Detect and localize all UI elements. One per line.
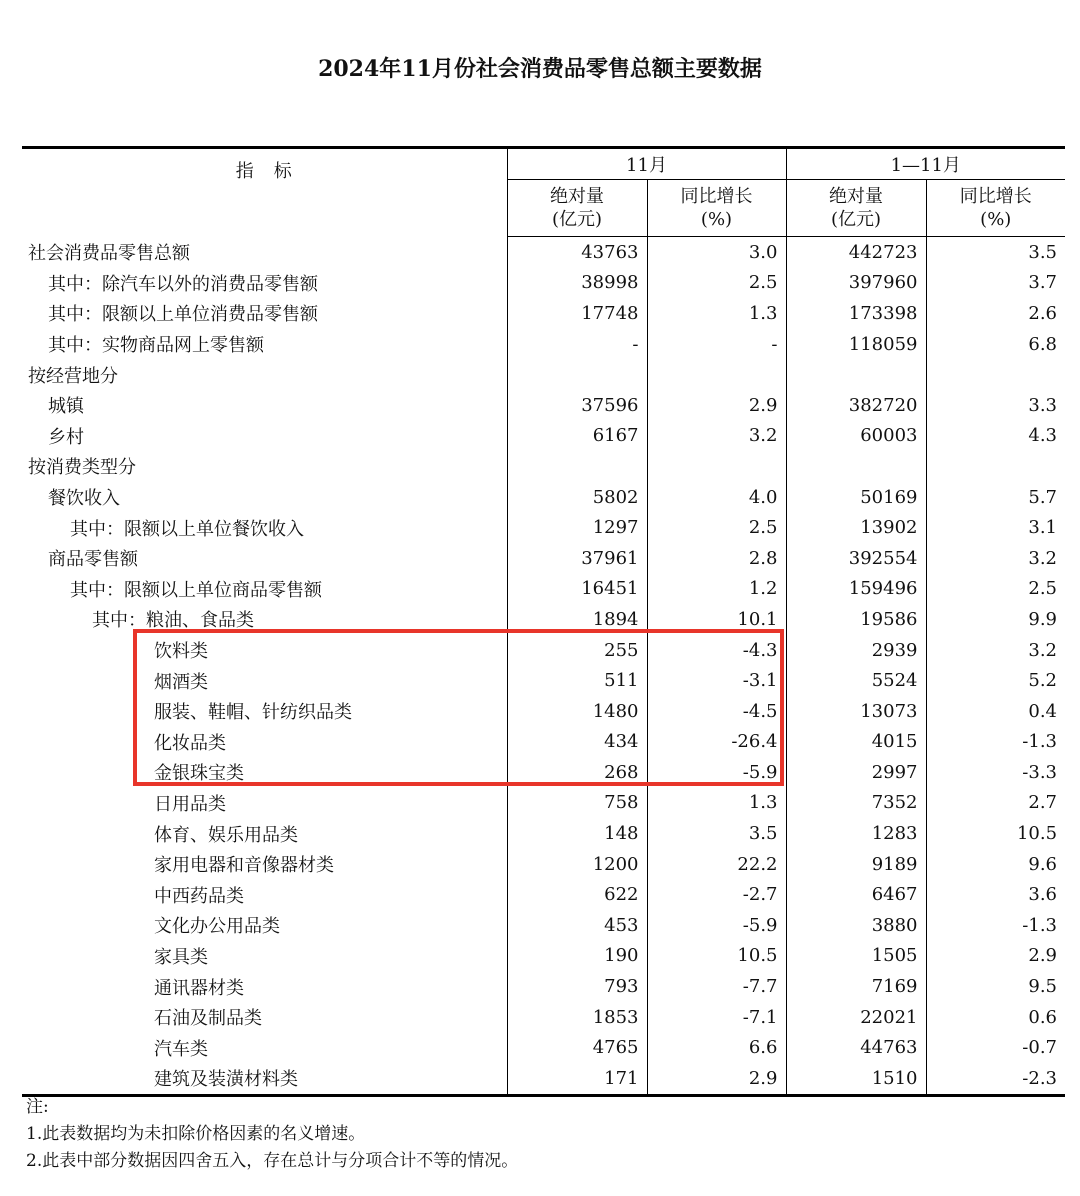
month-abs-cell: 148 <box>507 818 647 849</box>
header-indicator: 指 标 <box>22 148 507 237</box>
row-label: 其中：粮油、食品类 <box>92 610 254 632</box>
ytd-yoy-cell: 3.6 <box>926 879 1065 910</box>
data-table <box>22 146 1065 1097</box>
month-yoy-cell: -5.9 <box>647 757 786 788</box>
header-yoy-line2: (%) <box>700 209 733 230</box>
ytd-abs-cell: 173398 <box>786 298 926 329</box>
month-abs-cell: 1853 <box>507 1002 647 1033</box>
month-abs-cell: 4765 <box>507 1032 647 1063</box>
ytd-abs-cell: 3880 <box>786 910 926 941</box>
month-abs-cell: 37596 <box>507 390 647 421</box>
ytd-yoy-cell: 4.3 <box>926 421 1065 452</box>
header-month-abs <box>507 180 647 237</box>
ytd-yoy-cell: 2.9 <box>926 941 1065 972</box>
header-yoy-line2: (%) <box>980 209 1012 230</box>
ytd-yoy-cell: -1.3 <box>926 727 1065 758</box>
ytd-yoy-cell <box>926 451 1065 482</box>
month-abs-cell: 1297 <box>507 512 647 543</box>
row-label: 其中：实物商品网上零售额 <box>48 335 264 357</box>
row-label: 乡村 <box>48 426 84 448</box>
row-label: 日用品类 <box>154 793 226 815</box>
ytd-yoy-cell: 10.5 <box>926 818 1065 849</box>
row-label: 汽车类 <box>154 1038 208 1060</box>
note-heading: 注: <box>26 1097 49 1117</box>
row-label: 建筑及装潢材料类 <box>22 1063 507 1095</box>
header-yoy-line1: 同比增长 <box>959 186 1032 207</box>
header-abs-line2: (亿元) <box>551 209 603 230</box>
row-label: 饮料类 <box>154 641 208 663</box>
month-abs-cell: 622 <box>507 879 647 910</box>
ytd-yoy-cell: 5.7 <box>926 482 1065 513</box>
month-yoy-cell: 2.9 <box>647 1063 786 1095</box>
ytd-abs-cell: 118059 <box>786 329 926 360</box>
month-yoy-cell: -26.4 <box>647 727 786 758</box>
row-label: 其中：除汽车以外的消费品零售额 <box>48 273 318 295</box>
header-abs-line1: 绝对量 <box>829 186 883 207</box>
month-abs-cell: 793 <box>507 971 647 1002</box>
month-abs-cell: 1894 <box>507 604 647 635</box>
row-label: 文化办公用品类 <box>154 916 280 938</box>
month-abs-cell: 1480 <box>507 696 647 727</box>
header-abs-line2: (亿元) <box>830 209 882 230</box>
month-yoy-cell: 10.5 <box>647 941 786 972</box>
month-abs-cell: 758 <box>507 788 647 819</box>
row-label: 烟酒类 <box>154 671 208 693</box>
month-abs-cell: 6167 <box>507 421 647 452</box>
header-group-month: 11月 <box>507 148 786 180</box>
table-row <box>22 879 1065 910</box>
row-label: 按消费类型分 <box>28 457 136 479</box>
row-label: 社会消费品零售总额 <box>28 243 190 265</box>
row-label: 其中：限额以上单位商品零售额 <box>70 579 322 601</box>
ytd-abs-cell: 7169 <box>786 971 926 1002</box>
row-label: 化妆品类 <box>154 732 226 754</box>
ytd-yoy-cell <box>926 359 1065 390</box>
month-yoy-cell: -2.7 <box>647 879 786 910</box>
month-abs-cell: 17748 <box>507 298 647 329</box>
ytd-abs-cell: 382720 <box>786 390 926 421</box>
table-row <box>22 421 1065 452</box>
row-label: 金银珠宝类 <box>154 763 244 785</box>
ytd-abs-cell: 392554 <box>786 543 926 574</box>
month-abs-cell: 190 <box>507 941 647 972</box>
ytd-abs-cell: 13073 <box>786 696 926 727</box>
table-row <box>22 727 1065 758</box>
month-abs-cell <box>507 451 647 482</box>
month-yoy-cell: -7.1 <box>647 1002 786 1033</box>
month-abs-cell: 268 <box>507 757 647 788</box>
month-yoy-cell: -7.7 <box>647 971 786 1002</box>
table-header <box>22 148 1065 237</box>
row-label: 其中：限额以上单位消费品零售额 <box>48 304 318 326</box>
ytd-abs-cell: 50169 <box>786 482 926 513</box>
month-yoy-cell: 4.0 <box>647 482 786 513</box>
month-yoy-cell <box>647 359 786 390</box>
month-abs-cell: 5802 <box>507 482 647 513</box>
ytd-abs-cell: 397960 <box>786 268 926 299</box>
ytd-yoy-cell: 9.5 <box>926 971 1065 1002</box>
table-row <box>22 665 1065 696</box>
header-group-ytd: 1—11月 <box>786 148 1065 180</box>
month-abs-cell: 1200 <box>507 849 647 880</box>
month-abs-cell: 171 <box>507 1063 647 1095</box>
table-row <box>22 788 1065 819</box>
row-label: 石油及制品类 <box>154 1008 262 1030</box>
ytd-yoy-cell: 9.9 <box>926 604 1065 635</box>
row-label: 家用电器和音像器材类 <box>154 855 334 877</box>
month-yoy-cell: 3.5 <box>647 818 786 849</box>
month-yoy-cell: 6.6 <box>647 1032 786 1063</box>
month-yoy-cell: -3.1 <box>647 665 786 696</box>
month-yoy-cell: -4.5 <box>647 696 786 727</box>
ytd-abs-cell: 159496 <box>786 574 926 605</box>
table-row <box>22 390 1065 421</box>
row-label: 体育、娱乐用品类 <box>154 824 298 846</box>
ytd-yoy-cell: -2.3 <box>926 1063 1065 1095</box>
ytd-yoy-cell: 2.7 <box>926 788 1065 819</box>
row-label: 通讯器材类 <box>154 977 244 999</box>
row-label: 其中：限额以上单位餐饮收入 <box>70 518 304 540</box>
page-title: 2024年11月份社会消费品零售总额主要数据 <box>318 56 762 82</box>
ytd-abs-cell: 13902 <box>786 512 926 543</box>
month-yoy-cell: - <box>647 329 786 360</box>
row-label: 城镇 <box>48 396 84 418</box>
ytd-yoy-cell: 6.8 <box>926 329 1065 360</box>
month-yoy-cell: 22.2 <box>647 849 786 880</box>
table-row <box>22 910 1065 941</box>
table-row <box>22 941 1065 972</box>
ytd-yoy-cell: 5.2 <box>926 665 1065 696</box>
ytd-abs-cell: 60003 <box>786 421 926 452</box>
ytd-yoy-cell: 3.2 <box>926 543 1065 574</box>
ytd-abs-cell: 22021 <box>786 1002 926 1033</box>
month-yoy-cell: 2.5 <box>647 268 786 299</box>
ytd-abs-cell: 1283 <box>786 818 926 849</box>
month-abs-cell: 511 <box>507 665 647 696</box>
table-row <box>22 512 1065 543</box>
table-row <box>22 971 1065 1002</box>
table-row <box>22 298 1065 329</box>
retail-sales-table <box>22 146 1065 1097</box>
month-yoy-cell: -5.9 <box>647 910 786 941</box>
ytd-abs-cell <box>786 451 926 482</box>
ytd-abs-cell: 5524 <box>786 665 926 696</box>
header-yoy-line1: 同比增长 <box>680 186 753 207</box>
month-yoy-cell: 3.2 <box>647 421 786 452</box>
table-row <box>22 329 1065 360</box>
month-yoy-cell: 3.0 <box>647 237 786 268</box>
ytd-abs-cell: 6467 <box>786 879 926 910</box>
header-ytd-yoy <box>926 180 1065 237</box>
table-body <box>22 237 1065 1096</box>
row-label: 服装、鞋帽、针纺织品类 <box>154 702 352 724</box>
ytd-abs-cell: 2939 <box>786 635 926 666</box>
table-row <box>22 604 1065 635</box>
table-row <box>22 268 1065 299</box>
ytd-abs-cell <box>786 359 926 390</box>
ytd-yoy-cell: 0.4 <box>926 696 1065 727</box>
month-yoy-cell: 10.1 <box>647 604 786 635</box>
row-label: 餐饮收入 <box>48 488 120 510</box>
note-1: 1.此表数据均为未扣除价格因素的名义增速。 <box>26 1124 366 1144</box>
row-label: 商品零售额 <box>48 549 138 571</box>
table-row <box>22 574 1065 605</box>
table-row <box>22 1002 1065 1033</box>
month-abs-cell: - <box>507 329 647 360</box>
month-abs-cell: 37961 <box>507 543 647 574</box>
table-row <box>22 818 1065 849</box>
ytd-yoy-cell: 3.5 <box>926 237 1065 268</box>
note-2: 2.此表中部分数据因四舍五入，存在总计与分项合计不等的情况。 <box>26 1151 519 1171</box>
table-row <box>22 451 1065 482</box>
table-row <box>22 635 1065 666</box>
ytd-yoy-cell: 9.6 <box>926 849 1065 880</box>
table-row <box>22 849 1065 880</box>
month-yoy-cell: 2.5 <box>647 512 786 543</box>
ytd-yoy-cell: 3.1 <box>926 512 1065 543</box>
ytd-yoy-cell: 2.6 <box>926 298 1065 329</box>
row-label: 按经营地分 <box>28 365 118 387</box>
table-row <box>22 1032 1065 1063</box>
table-row <box>22 359 1065 390</box>
month-abs-cell: 453 <box>507 910 647 941</box>
month-abs-cell: 434 <box>507 727 647 758</box>
ytd-abs-cell: 1510 <box>786 1063 926 1095</box>
month-abs-cell: 38998 <box>507 268 647 299</box>
header-ytd-abs <box>786 180 926 237</box>
table-row <box>22 757 1065 788</box>
month-yoy-cell: -4.3 <box>647 635 786 666</box>
ytd-abs-cell: 7352 <box>786 788 926 819</box>
month-yoy-cell <box>647 451 786 482</box>
ytd-abs-cell: 19586 <box>786 604 926 635</box>
ytd-abs-cell: 2997 <box>786 757 926 788</box>
ytd-yoy-cell: 0.6 <box>926 1002 1065 1033</box>
ytd-yoy-cell: 2.5 <box>926 574 1065 605</box>
month-yoy-cell: 1.2 <box>647 574 786 605</box>
month-yoy-cell: 1.3 <box>647 298 786 329</box>
table-row <box>22 482 1065 513</box>
row-label: 家具类 <box>154 946 208 968</box>
ytd-abs-cell: 1505 <box>786 941 926 972</box>
table-row <box>22 237 1065 268</box>
header-month-yoy <box>647 180 786 237</box>
ytd-abs-cell: 9189 <box>786 849 926 880</box>
ytd-yoy-cell: -0.7 <box>926 1032 1065 1063</box>
ytd-yoy-cell: 3.7 <box>926 268 1065 299</box>
month-yoy-cell: 1.3 <box>647 788 786 819</box>
table-row <box>22 1063 1065 1095</box>
ytd-abs-cell: 442723 <box>786 237 926 268</box>
month-abs-cell: 43763 <box>507 237 647 268</box>
month-abs-cell <box>507 359 647 390</box>
month-yoy-cell: 2.9 <box>647 390 786 421</box>
ytd-abs-cell: 4015 <box>786 727 926 758</box>
ytd-yoy-cell: 3.3 <box>926 390 1065 421</box>
table-row <box>22 696 1065 727</box>
footnotes <box>26 1094 518 1175</box>
row-label: 中西药品类 <box>154 885 244 907</box>
month-yoy-cell: 2.8 <box>647 543 786 574</box>
ytd-yoy-cell: 3.2 <box>926 635 1065 666</box>
month-abs-cell: 255 <box>507 635 647 666</box>
table-row <box>22 543 1065 574</box>
month-abs-cell: 16451 <box>507 574 647 605</box>
ytd-abs-cell: 44763 <box>786 1032 926 1063</box>
header-abs-line1: 绝对量 <box>550 186 604 207</box>
ytd-yoy-cell: -1.3 <box>926 910 1065 941</box>
ytd-yoy-cell: -3.3 <box>926 757 1065 788</box>
